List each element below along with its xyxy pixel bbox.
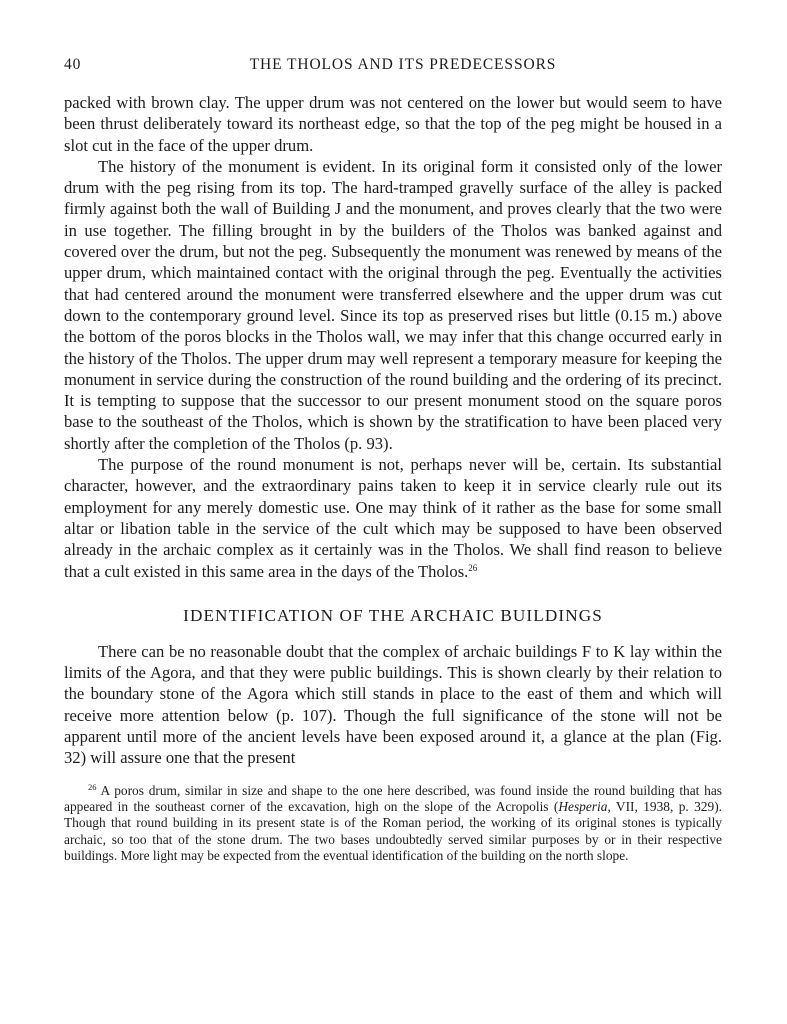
footnote-reference[interactable]: 26 [468,562,478,573]
paragraph-identification: There can be no reasonable doubt that the complex of archaic buildings F to K lay within the limits of the Agora, and that they were public buildings. This is shown clearly by their relation to the boundary stone of the Agora which still stands in place to the east of them and which will receive more attention below (p. 107). Though the full significance of the stone will not be apparent until more of the ancient levels have been exposed around it, a glance at the plan (Fig. 32) will assure one that the present [64,641,722,768]
paragraph-continued: packed with brown clay. The upper drum was not centered on the lower but would seem to have been thrust deliberately toward its northeast edge, so that the top of the peg might be housed in a slot cut in the face of the upper drum. [64,93,722,155]
running-title: THE THOLOS AND ITS PREDECESSORS [249,56,557,73]
paragraph-purpose [64,454,722,582]
footnote-number: 26 [88,781,97,792]
paragraph-history: The history of the monument is evident. In its original form it consisted only of the lower drum with the peg rising from its top. The hard-tramped gravelly surface of the alley is packed firmly against both the wall of Building J and the monument, and proves clearly that the two were in use together. The filling brought in by the builders of the Tholos was banked against and covered over the drum, but not the peg. Subsequently the monument was renewed by means of the upper drum, which maintained contact with the original through the peg. Eventually the activities that had centered around the monument were transferred elsewhere and the upper drum was cut down to the contemporary ground level. Since its top as preserved rises but little (0.15 m.) above the bottom of the poros blocks in the Tholos wall, we may infer that this change occurred early in the history of the Tholos. The upper drum may well represent a temporary measure for keeping the monument in service during the construction of the round building and the ordering of its precinct. It is tempting to suppose that the successor to our present monument stood on the square poros base to the southeast of the Tholos, which is shown by the stratification to have been placed very shortly after the completion of the Tholos (p. 93). [64,156,722,453]
footnote-text-start: A poros drum, similar in size and shape to the one here described, was found inside the round building that has appeared in the southeast corner of the excavation, high on the slope of the Acropolis ( [64,782,722,815]
footnote [64,783,722,865]
footnote-journal-title: Hesperia [558,799,608,815]
section-heading: IDENTIFICATION OF THE ARCHAIC BUILDINGS [183,605,603,625]
book-page [64,52,722,865]
footnote-text-end: , VII, 1938, p. 329). Though that round building in its present state is of the Roman period, the working of its original stones is typically archaic, so too that of the stone drum. The two bases undoubtedly served similar purposes by or in their respective buildings. More light may be expected from the eventual identification of the building on the north slope. [64,799,723,864]
running-head [64,52,722,78]
page-number: 40 [64,56,82,73]
paragraph-purpose-text: The purpose of the round monument is not, perhaps never will be, certain. Its substantial character, however, and the extraordinary pains taken to keep it in service clearly rule out its employment for any merely domestic use. One may think of it rather as the base for some small altar or libation table in the service of the cult which may be supposed to have been observed already in the archaic complex as it certainly was in the Tholos. We shall find reason to believe that a cult existed in this same area in the days of the Tholos. [64,455,722,581]
body-text [64,92,722,769]
